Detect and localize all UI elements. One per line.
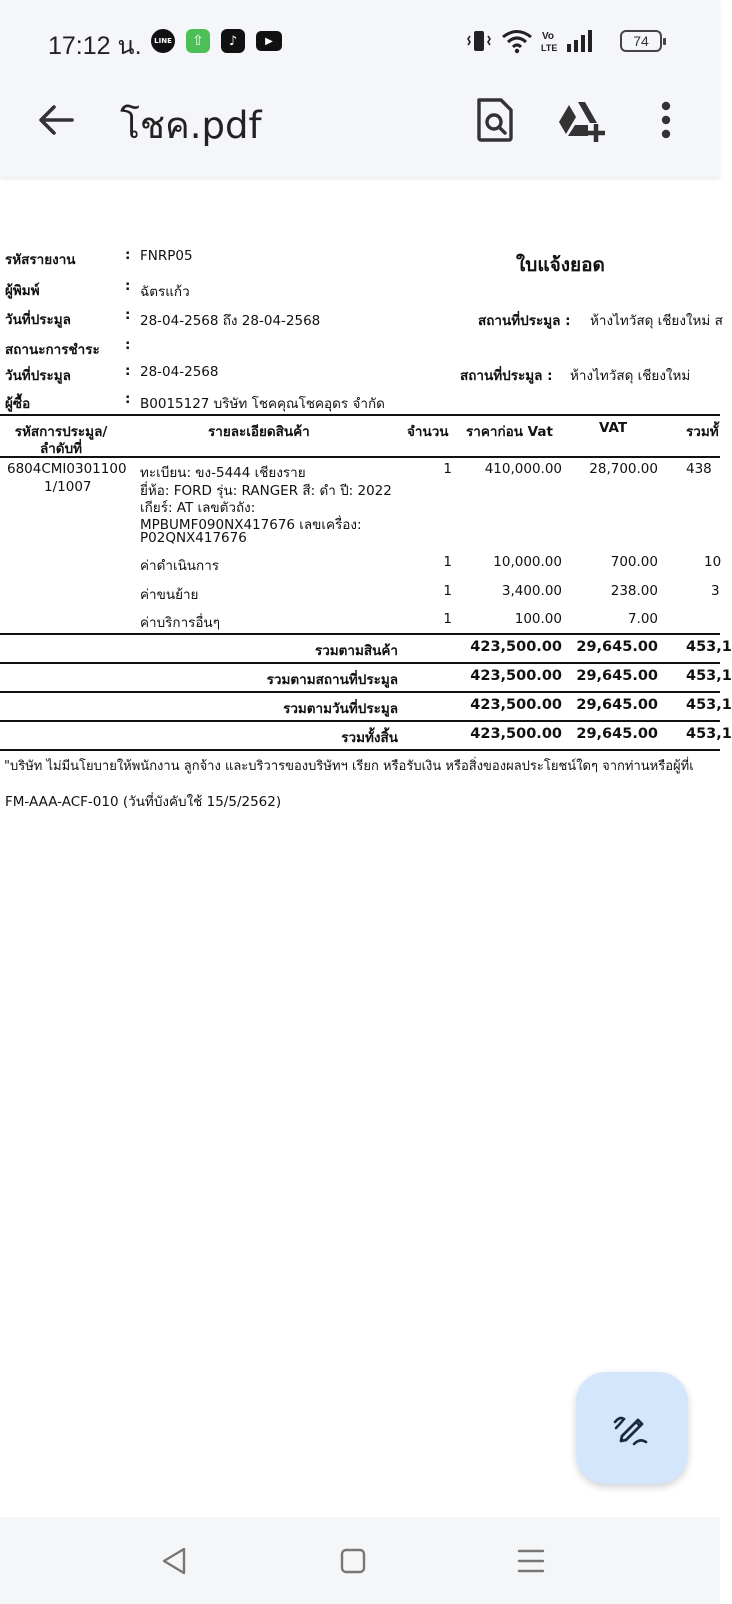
nav-recents-icon[interactable]: [511, 1541, 551, 1581]
subtotal-price: 423,500.00: [470, 639, 562, 655]
fee-qty: 1: [443, 583, 452, 599]
vibrate-icon: [466, 28, 492, 54]
buyer-value: B0015127 บริษัท โชคคุณโชคอุดร จำกัด: [140, 396, 385, 412]
item-desc-line: P02QNX417676: [140, 530, 247, 546]
disclaimer-text: "บริษัท ไม่มีนโยบายให้พนักงาน ลูกจ้าง และบริวารของบริษัทฯ เรียก หรือรับเงิน หรือสิ่งของผลประโยชน์ใดๆ จากท่านหรือผู้ที่เ: [4, 759, 694, 774]
grand-total: 453,1: [686, 726, 732, 742]
colon: :: [125, 337, 131, 353]
drive-add-icon[interactable]: [556, 96, 606, 144]
grand-total-label: รวมทั้งสิ้น: [341, 730, 398, 746]
edit-fab[interactable]: [576, 1372, 688, 1484]
fee-price: 3,400.00: [501, 583, 562, 599]
svg-text:LTE: LTE: [541, 43, 558, 53]
item-desc-line: เกียร์: AT เลขตัวถัง:: [140, 500, 256, 516]
printer-name: ฉัตรแก้ว: [140, 284, 190, 300]
tiktok-icon: ♪: [221, 29, 245, 53]
signal-icon: [566, 28, 596, 54]
fee-price: 100.00: [514, 611, 562, 627]
volte-icon: [540, 28, 560, 54]
colon: :: [125, 391, 131, 407]
colon: :: [125, 247, 131, 263]
report-code: FNRP05: [140, 248, 193, 264]
printer-label: ผู้พิมพ์: [5, 283, 40, 299]
col-desc-header: รายละเอียดสินค้า: [208, 424, 310, 440]
item-qty: 1: [443, 461, 452, 477]
fee-total: 10: [704, 554, 722, 570]
item-desc-line: ทะเบียน: ขง-5444 เชียงราย: [140, 465, 306, 481]
subtotal-total: 453,1: [686, 668, 732, 684]
buyer-label: ผู้ซื้อ: [5, 396, 31, 412]
auction-date-label: วันที่ประมูล: [5, 312, 71, 328]
col-vat-header: VAT: [599, 420, 628, 436]
venue-value-2: ห้างไทวัสดุ เชียงใหม่: [570, 368, 691, 384]
youtube-icon: ▶: [256, 31, 282, 51]
edit-pen-icon: [612, 1408, 652, 1448]
nav-back-icon[interactable]: [156, 1541, 196, 1581]
more-vert-icon[interactable]: [656, 96, 676, 144]
item-seq: 1/1007: [44, 479, 92, 495]
subtotal-vat: 29,645.00: [576, 668, 658, 684]
subtotal-rule: [0, 662, 720, 664]
table-bottom-rule: [0, 749, 720, 751]
venue-label-2: สถานที่ประมูล :: [460, 368, 553, 384]
colon: :: [125, 278, 131, 294]
colon: :: [125, 307, 131, 323]
svg-text:Vo: Vo: [542, 31, 555, 42]
status-bar: [0, 0, 720, 82]
venue-value: ห้างไทวัสดุ เชียงใหม่ ส: [590, 313, 723, 329]
wifi-icon: [501, 28, 533, 54]
top-bar: [0, 0, 720, 177]
app-bar: [0, 82, 720, 177]
subtotal-vat: 29,645.00: [576, 697, 658, 713]
upload-icon: ⇧: [186, 29, 210, 53]
subtotal-rule: [0, 720, 720, 722]
report-code-label: รหัสรายงาน: [5, 252, 76, 268]
fee-desc: ค่าบริการอื่นๆ: [140, 615, 221, 631]
subtotal-price: 423,500.00: [470, 697, 562, 713]
col-price-header: ราคาก่อน Vat: [466, 424, 553, 440]
auction-date: 28-04-2568: [140, 364, 219, 380]
fee-total: 3: [711, 583, 720, 599]
pdf-page[interactable]: [0, 177, 732, 1517]
item-vat: 28,700.00: [589, 461, 658, 477]
item-desc-line: MPBUMF090NX417676 เลขเครื่อง:: [140, 517, 362, 533]
subtotal-rule: [0, 633, 720, 635]
subtotal-label: รวมตามวันที่ประมูล: [283, 701, 398, 717]
subtotal-rule: [0, 691, 720, 693]
auction-date-label-2: วันที่ประมูล: [5, 368, 71, 384]
line-icon: LINE: [151, 29, 175, 53]
item-code: 6804CMI0301100: [7, 461, 127, 477]
payment-status-label: สถานะการชำระ: [5, 342, 100, 358]
fee-price: 10,000.00: [493, 554, 562, 570]
search-document-icon[interactable]: [471, 96, 519, 144]
item-price: 410,000.00: [484, 461, 562, 477]
nav-home-icon[interactable]: [333, 1541, 373, 1581]
battery-icon: 74: [620, 30, 662, 52]
subtotal-vat: 29,645.00: [576, 639, 658, 655]
status-time: 17:12 น.: [48, 32, 142, 60]
item-total: 438: [686, 461, 712, 477]
fee-qty: 1: [443, 554, 452, 570]
col-qty-header: จำนวน: [407, 424, 449, 440]
system-nav-bar: [0, 1517, 720, 1604]
subtotal-price: 423,500.00: [470, 668, 562, 684]
fee-desc: ค่าดำเนินการ: [140, 558, 220, 574]
grand-total-price: 423,500.00: [470, 726, 562, 742]
fee-desc: ค่าขนย้าย: [140, 587, 199, 603]
auction-date-range: 28-04-2568 ถึง 28-04-2568: [140, 313, 321, 329]
col-code-header-1: รหัสการประมูล/: [14, 424, 108, 440]
table-top-rule: [0, 414, 720, 416]
subtotal-total: 453,1: [686, 639, 732, 655]
back-arrow-icon[interactable]: [34, 98, 78, 142]
file-title: โชค.pdf: [120, 104, 262, 147]
col-code-header-2: ลำดับที่: [39, 441, 83, 457]
form-code: FM-AAA-ACF-010 (วันที่บังคับใช้ 15/5/2562): [5, 794, 282, 810]
fee-qty: 1: [443, 611, 452, 627]
colon: :: [125, 363, 131, 379]
table-header-rule: [0, 456, 720, 458]
venue-label: สถานที่ประมูล :: [478, 313, 571, 329]
col-total-header: รวมทั้: [686, 424, 719, 440]
fee-vat: 238.00: [610, 583, 658, 599]
fee-vat: 700.00: [610, 554, 658, 570]
subtotal-total: 453,1: [686, 697, 732, 713]
item-desc-line: ยี่ห้อ: FORD รุ่น: RANGER สี: ดำ ปี: 2022: [140, 483, 392, 499]
grand-total-vat: 29,645.00: [576, 726, 658, 742]
subtotal-label: รวมตามสถานที่ประมูล: [266, 672, 398, 688]
fee-vat: 7.00: [627, 611, 658, 627]
document-title: ใบแจ้งยอด: [516, 254, 605, 276]
subtotal-label: รวมตามสินค้า: [314, 643, 398, 659]
